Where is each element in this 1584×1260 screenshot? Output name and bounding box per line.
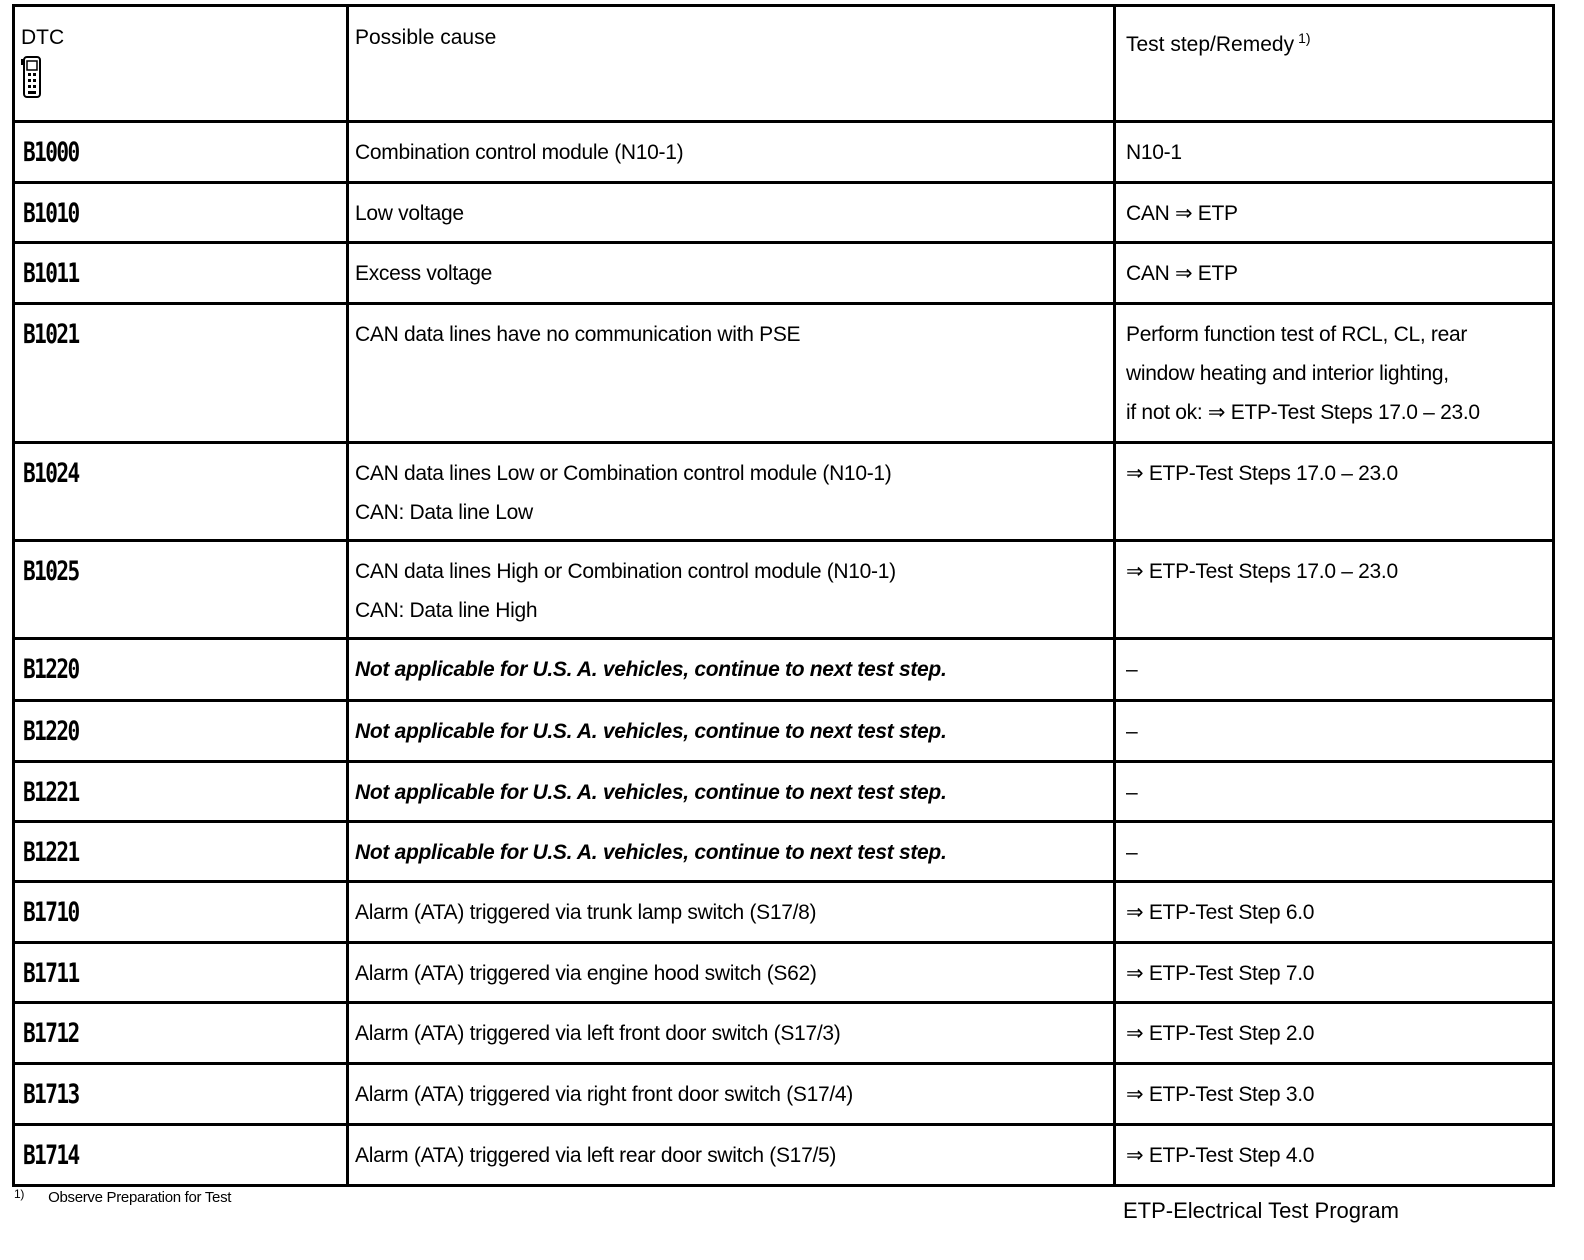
dtc-table-container	[12, 4, 1552, 1187]
table-row	[14, 122, 1554, 183]
remedy-text: Perform function test of RCL, CL, rear	[1126, 323, 1468, 346]
possible-cause-cell	[348, 443, 1115, 541]
table-row	[14, 1125, 1554, 1186]
remedy-text: window heating and interior lighting,	[1126, 362, 1449, 385]
dtc-code: B1000	[23, 137, 79, 168]
remedy-text: N10-1	[1126, 141, 1182, 164]
header-cause-label: Possible cause	[355, 26, 497, 49]
remedy-text: ⇒ ETP-Test Steps 17.0 – 23.0	[1126, 462, 1398, 485]
remedy-cell	[1115, 639, 1554, 701]
remedy-text: –	[1126, 781, 1138, 804]
possible-cause-text: CAN data lines Low or Combination control module (N10-1)	[355, 462, 892, 485]
remedy-cell	[1115, 882, 1554, 943]
table-row	[14, 762, 1554, 822]
table-row	[14, 882, 1554, 943]
possible-cause-text: Combination control module (N10-1)	[355, 141, 684, 164]
remedy-cell	[1115, 243, 1554, 304]
diagnostic-tester-icon	[21, 55, 43, 99]
table-row	[14, 1003, 1554, 1064]
remedy-text: –	[1126, 720, 1138, 743]
possible-cause-text: Not applicable for U.S. A. vehicles, continue to next test step.	[355, 658, 947, 681]
possible-cause-cell	[348, 943, 1115, 1003]
possible-cause-text: Alarm (ATA) triggered via left front door switch (S17/3)	[355, 1022, 841, 1045]
remedy-cell	[1115, 1064, 1554, 1125]
table-row	[14, 943, 1554, 1003]
dtc-code: B1220	[23, 716, 79, 747]
possible-cause-cell	[348, 1003, 1115, 1064]
remedy-cell	[1115, 1125, 1554, 1186]
footnote	[14, 1187, 231, 1206]
header-dtc	[14, 6, 348, 122]
dtc-code: B1220	[23, 654, 79, 685]
possible-cause-text: Low voltage	[355, 202, 464, 225]
possible-cause-text: Excess voltage	[355, 262, 493, 285]
possible-cause-text: CAN data lines High or Combination control module (N10-1)	[355, 560, 896, 583]
remedy-cell	[1115, 304, 1554, 443]
possible-cause-text: CAN: Data line High	[355, 599, 538, 622]
possible-cause-cell	[348, 762, 1115, 822]
dtc-cell	[14, 882, 348, 943]
remedy-text: if not ok: ⇒ ETP-Test Steps 17.0 – 23.0	[1126, 401, 1480, 424]
table-row	[14, 243, 1554, 304]
etp-legend: ETP-Electrical Test Program	[1123, 1198, 1399, 1223]
header-remedy-footnote-mark: 1)	[1298, 30, 1311, 46]
possible-cause-text: Alarm (ATA) triggered via right front door switch (S17/4)	[355, 1083, 853, 1106]
dtc-cell	[14, 183, 348, 243]
remedy-cell	[1115, 122, 1554, 183]
header-dtc-label: DTC	[21, 26, 65, 49]
possible-cause-cell	[348, 304, 1115, 443]
dtc-cell	[14, 122, 348, 183]
remedy-cell	[1115, 762, 1554, 822]
dtc-cell	[14, 1064, 348, 1125]
dtc-cell	[14, 943, 348, 1003]
dtc-cell	[14, 443, 348, 541]
dtc-cell	[14, 639, 348, 701]
dtc-code: B1011	[23, 258, 79, 289]
header-possible-cause	[348, 6, 1115, 122]
footnote-mark: 1)	[14, 1187, 25, 1201]
possible-cause-text: Alarm (ATA) triggered via left rear door switch (S17/5)	[355, 1144, 837, 1167]
possible-cause-cell	[348, 822, 1115, 882]
remedy-text: ⇒ ETP-Test Steps 17.0 – 23.0	[1126, 560, 1398, 583]
remedy-text: –	[1126, 841, 1138, 864]
dtc-code: B1024	[23, 458, 79, 489]
dtc-cell	[14, 701, 348, 762]
dtc-cell	[14, 762, 348, 822]
header-remedy-label: Test step/Remedy	[1126, 33, 1295, 56]
possible-cause-text: CAN data lines have no communication with PSE	[355, 323, 801, 346]
footnote-text: Observe Preparation for Test	[48, 1189, 232, 1206]
dtc-code: B1010	[23, 198, 79, 229]
table-body	[14, 122, 1554, 1186]
header-test-step-remedy	[1115, 6, 1554, 122]
table-row	[14, 1064, 1554, 1125]
dtc-cell	[14, 1125, 348, 1186]
dtc-cell	[14, 822, 348, 882]
dtc-code: B1713	[23, 1079, 79, 1110]
dtc-table	[12, 4, 1555, 1187]
dtc-code: B1714	[23, 1140, 79, 1171]
dtc-code: B1710	[23, 897, 79, 928]
remedy-cell	[1115, 443, 1554, 541]
remedy-cell	[1115, 183, 1554, 243]
table-row	[14, 183, 1554, 243]
remedy-text: ⇒ ETP-Test Step 2.0	[1126, 1022, 1315, 1045]
table-row	[14, 701, 1554, 762]
dtc-code: B1221	[23, 837, 79, 868]
dtc-cell	[14, 304, 348, 443]
possible-cause-cell	[348, 183, 1115, 243]
remedy-text: CAN ⇒ ETP	[1126, 202, 1238, 225]
table-row	[14, 541, 1554, 639]
remedy-cell	[1115, 541, 1554, 639]
dtc-cell	[14, 243, 348, 304]
possible-cause-cell	[348, 541, 1115, 639]
dtc-code: B1712	[23, 1018, 79, 1049]
remedy-text: ⇒ ETP-Test Step 7.0	[1126, 962, 1315, 985]
table-row	[14, 822, 1554, 882]
remedy-text: CAN ⇒ ETP	[1126, 262, 1238, 285]
remedy-cell	[1115, 822, 1554, 882]
possible-cause-cell	[348, 882, 1115, 943]
dtc-code: B1025	[23, 556, 79, 587]
possible-cause-cell	[348, 243, 1115, 304]
possible-cause-text: Alarm (ATA) triggered via engine hood switch (S62)	[355, 962, 817, 985]
remedy-text: –	[1126, 658, 1138, 681]
remedy-cell	[1115, 701, 1554, 762]
table-row	[14, 639, 1554, 701]
table-header-row	[14, 6, 1554, 122]
dtc-cell	[14, 541, 348, 639]
remedy-cell	[1115, 1003, 1554, 1064]
remedy-text: ⇒ ETP-Test Step 4.0	[1126, 1144, 1315, 1167]
dtc-cell	[14, 1003, 348, 1064]
possible-cause-cell	[348, 122, 1115, 183]
dtc-code: B1021	[23, 319, 79, 350]
possible-cause-text: Not applicable for U.S. A. vehicles, continue to next test step.	[355, 841, 947, 864]
possible-cause-text: CAN: Data line Low	[355, 501, 533, 524]
possible-cause-cell	[348, 1125, 1115, 1186]
dtc-code: B1221	[23, 777, 79, 808]
remedy-cell	[1115, 943, 1554, 1003]
table-row	[14, 443, 1554, 541]
possible-cause-text: Alarm (ATA) triggered via trunk lamp switch (S17/8)	[355, 901, 817, 924]
possible-cause-cell	[348, 701, 1115, 762]
remedy-text: ⇒ ETP-Test Step 6.0	[1126, 901, 1315, 924]
possible-cause-cell	[348, 1064, 1115, 1125]
possible-cause-text: Not applicable for U.S. A. vehicles, continue to next test step.	[355, 781, 947, 804]
table-row	[14, 304, 1554, 443]
dtc-code: B1711	[23, 958, 79, 989]
possible-cause-cell	[348, 639, 1115, 701]
remedy-text: ⇒ ETP-Test Step 3.0	[1126, 1083, 1315, 1106]
possible-cause-text: Not applicable for U.S. A. vehicles, continue to next test step.	[355, 720, 947, 743]
